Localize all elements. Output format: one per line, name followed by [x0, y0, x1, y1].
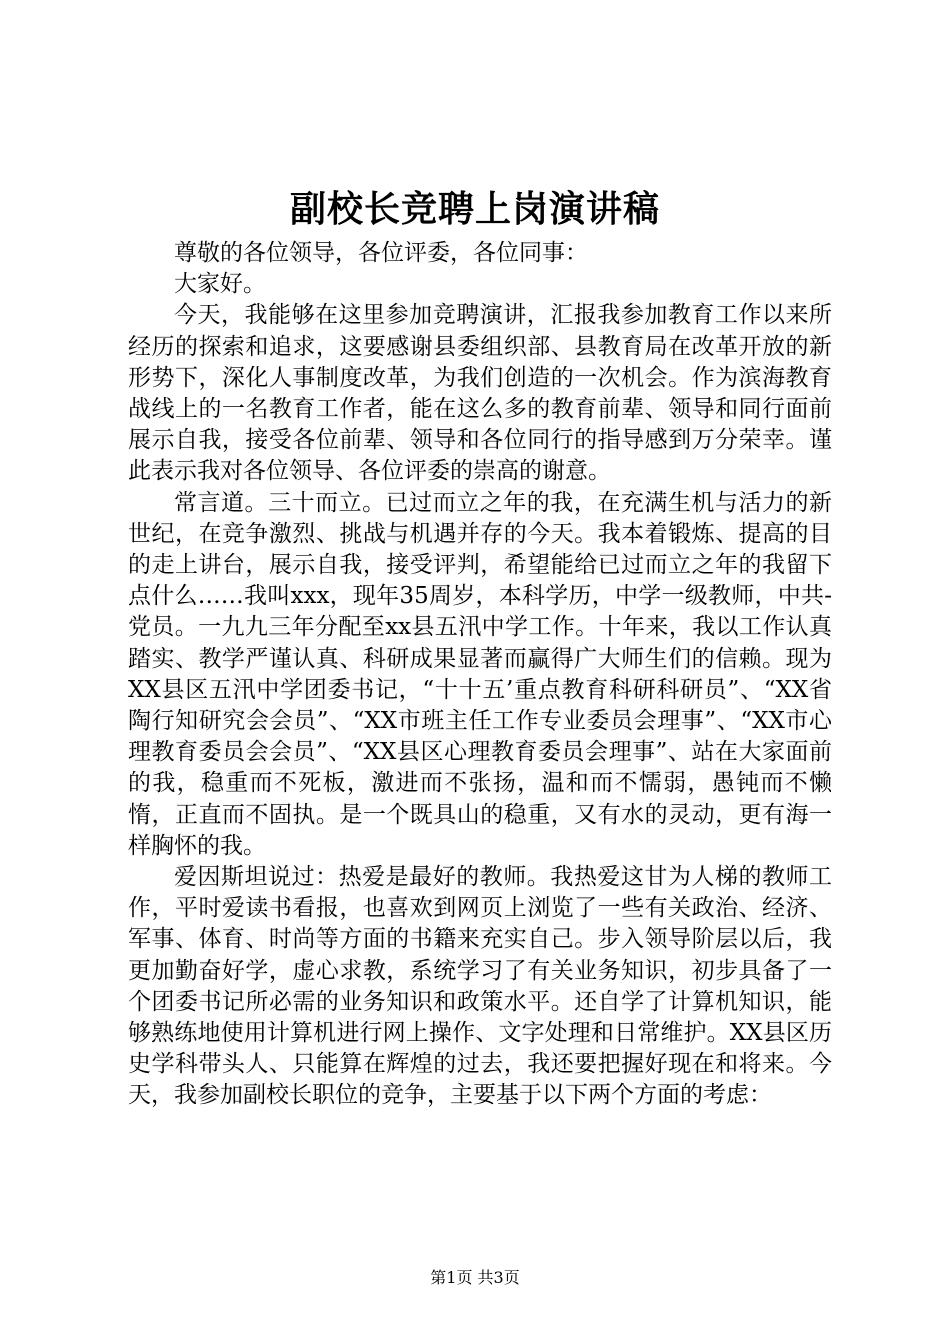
body-paragraph: 常言道。三十而立。已过而立之年的我，在充满生机与活力的新世纪，在竞争激烈、挑战与机遇并存的今天。我本着锻炼、提高的目的走上讲台，展示自我，接受评判，希望能给已过而立之年的我留下点什么……我叫xxx，现年35周岁，本科学历，中学一级教师，中共-党员。一九九三年分配至xx县五汛中学工作。十年来，我以工作认真踏实、教学严谨认真、科研成果显著而赢得广大师生们的信赖。现为XX县区五汛中学团委书记，“十十五’重点教育科研科研员”、“XX省陶行知研究会会员”、“XX市班主任工作专业委员会理事”、“XX市心理教育委员会会员”、“XX县区心理教育委员会理事”、站在大家面前的我，稳重而不死板，激进而不张扬，温和而不懦弱，愚钝而不懒惰，正直而不固执。是一个既具山的稳重，又有水的灵动，更有海一样胸怀的我。: [128, 489, 832, 859]
salutation-paragraph: 大家好。: [174, 271, 266, 298]
greeting-paragraph: 尊敬的各位领导，各位评委，各位同事：: [174, 240, 588, 266]
document-title: 副校长竞聘上岗演讲稿: [289, 188, 660, 230]
body-paragraph: 今天，我能够在这里参加竞聘演讲，汇报我参加教育工作以来所经历的探索和追求，这要感谢县委组织部、县教育局在改革开放的新形势下，深化人事制度改革，为我们创造的一次机会。作为滨海教育战线上的一名教育工作者，能在这么多的教育前辈、领导和同行面前展示自我，接受各位前辈、领导和各位同行的指导感到万分荣幸。谨此表示我对各位领导、各位评委的崇高的谢意。: [128, 302, 832, 485]
body-paragraph: 爱因斯坦说过：热爱是最好的教师。我热爱这甘为人梯的教师工作，平时爱读书看报，也喜欢到网页上浏览了一些有关政治、经济、军事、体育、时尚等方面的书籍来充实自己。步入领导阶层以后，我更加勤奋好学，虚心求教，系统学习了有关业务知识，初步具备了一个团委书记所必需的业务知识和政策水平。还自学了计算机知识，能够熟练地使用计算机进行网上操作、文字处理和日常维护。XX县区历史学科带头人、只能算在辉煌的过去，我还要把握好现在和将来。今天，我参加副校长职位的竞争，主要基于以下两个方面的考虑：: [128, 864, 832, 1109]
document-body: [128, 238, 832, 1112]
page-number-footer: 第1页 共3页: [430, 1268, 520, 1287]
